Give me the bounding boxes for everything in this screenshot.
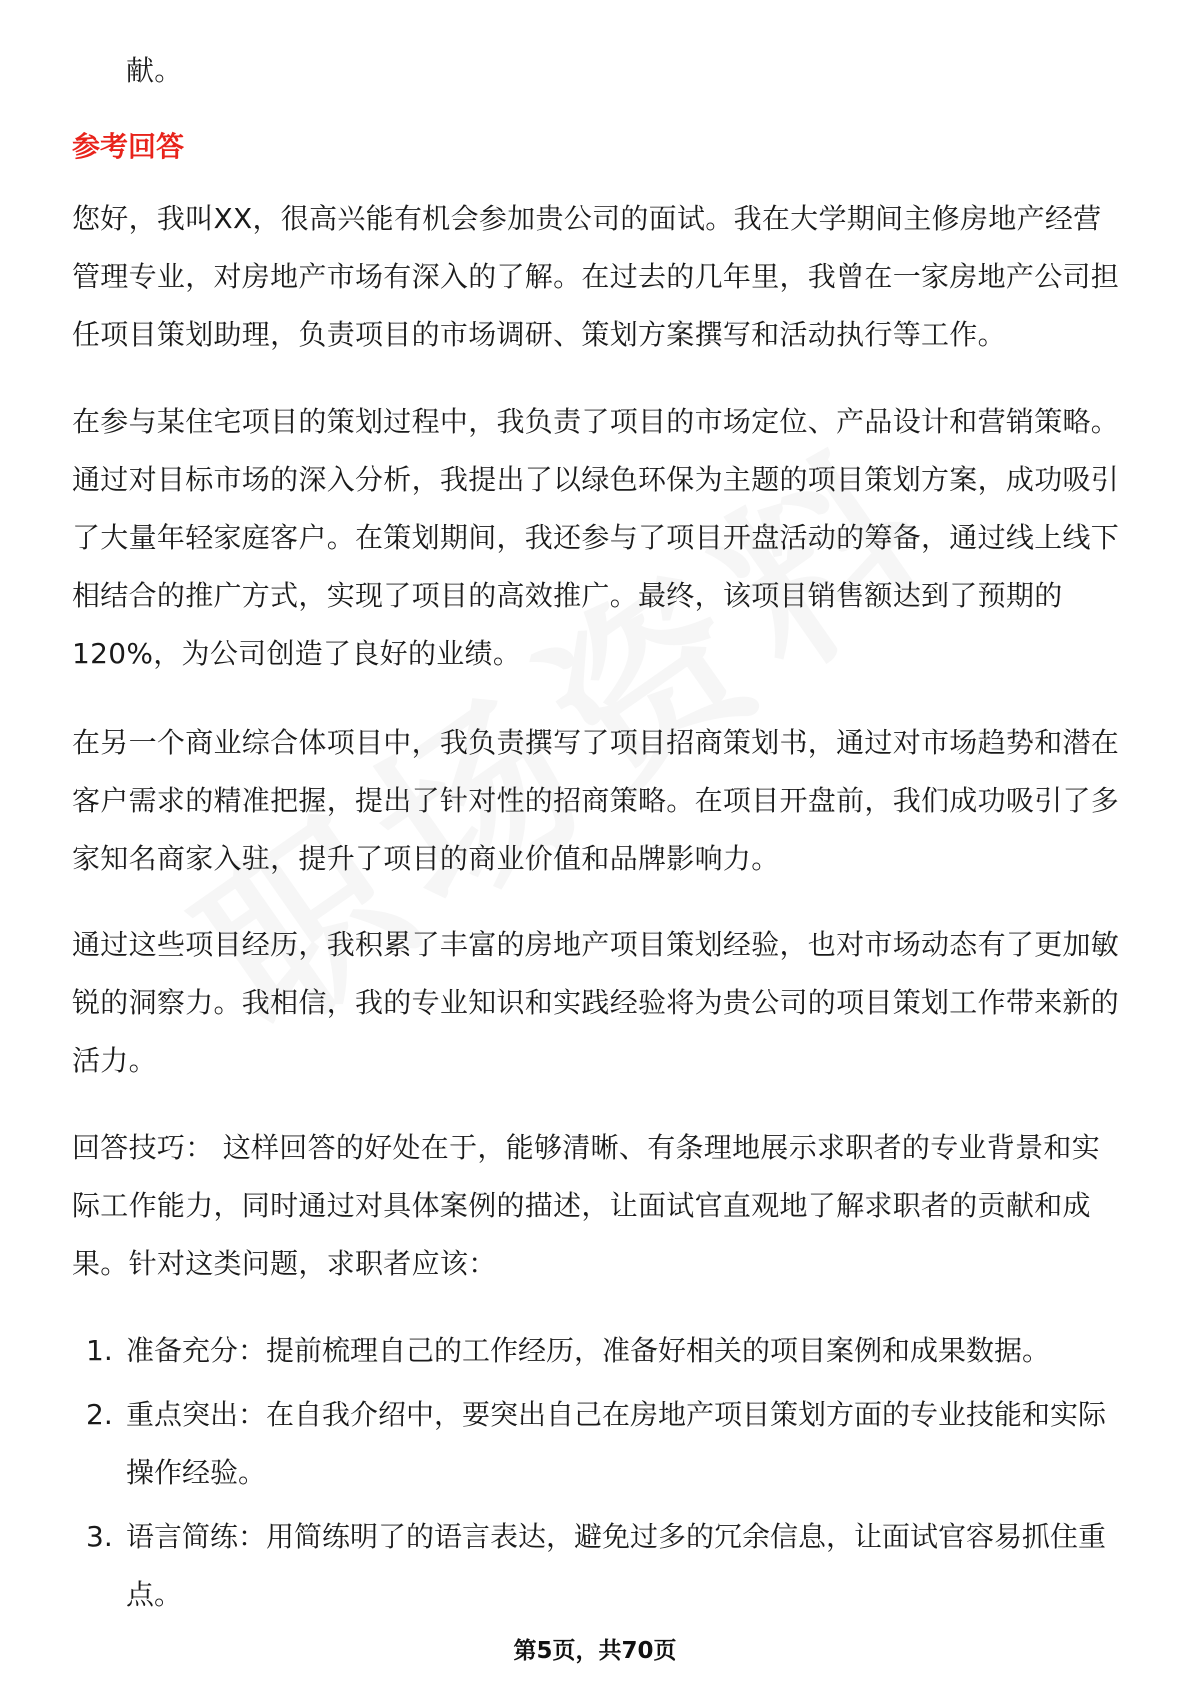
list-item-text: 准备充分：提前梳理自己的工作经历，准备好相关的项目案例和成果数据。 [126,1334,1051,1367]
answer-paragraph-2: 在参与某住宅项目的策划过程中，我负责了项目的市场定位、产品设计和营销策略。通过对目标市场的深入分析，我提出了以绿色环保为主题的项目策划方案，成功吸引了大量年轻家庭客户。在策划期间，我还参与了项目开盘活动的筹备，通过线上线下相结合的推广方式，实现了项目的高效推广。最终，该项目销售额达到了预期的120%，为公司创造了良好的业绩。 [72,405,1120,670]
tips-paragraph: 回答技巧： 这样回答的好处在于，能够清晰、有条理地展示求职者的专业背景和实际工作能力，同时通过对具体案例的描述，让面试官直观地了解求职者的贡献和成果。针对这类问题，求职者应该： [72,1131,1101,1280]
list-item-number: 3. [86,1520,113,1553]
section-heading: 参考回答 [72,130,185,163]
answer-paragraph-1: 您好，我叫XX，很高兴能有机会参加贵公司的面试。我在大学期间主修房地产经营管理专业，对房地产市场有深入的了解。在过去的几年里，我曾在一家房地产公司担任项目策划助理，负责项目的市场调研、策划方案撰写和活动执行等工作。 [72,202,1120,351]
list-item-text: 语言简练：用简练明了的语言表达，避免过多的冗余信息，让面试官容易抓住重点。 [126,1520,1107,1611]
list-item [72,1508,1122,1624]
list-item-number: 2. [86,1398,113,1431]
continuation-text: 献。 [126,54,183,87]
list-item-text: 重点突出：在自我介绍中，要突出自己在房地产项目策划方面的专业技能和实际操作经验。 [126,1398,1107,1489]
tips-list [72,1322,1122,1630]
list-item [72,1322,1122,1380]
answer-paragraph-3: 在另一个商业综合体项目中，我负责撰写了项目招商策划书，通过对市场趋势和潜在客户需求的精准把握，提出了针对性的招商策略。在项目开盘前，我们成功吸引了多家知名商家入驻，提升了项目的商业价值和品牌影响力。 [72,726,1120,875]
page-footer: 第5页，共70页 [513,1638,677,1664]
list-item-number: 1. [86,1334,113,1367]
list-item [72,1386,1122,1502]
answer-paragraph-4: 通过这些项目经历，我积累了丰富的房地产项目策划经验，也对市场动态有了更加敏锐的洞察力。我相信，我的专业知识和实践经验将为贵公司的项目策划工作带来新的活力。 [72,928,1120,1077]
